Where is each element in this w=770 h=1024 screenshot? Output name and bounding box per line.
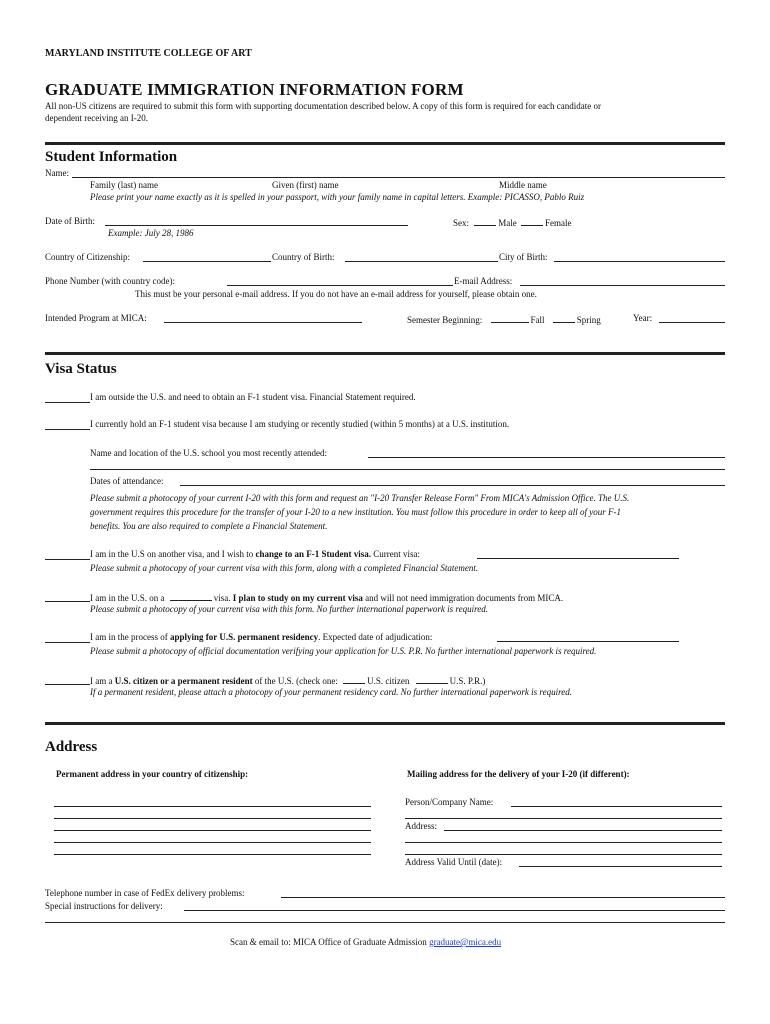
family-name-label: Family (last) name: [90, 180, 158, 190]
footer-scan-text: Scan & email to: MICA Office of Graduate Admission: [230, 937, 427, 947]
citizenship-field[interactable]: [143, 261, 271, 262]
section-divider: [45, 352, 725, 355]
dob-field[interactable]: [105, 225, 408, 226]
visa-opt5-pre: I am in the process of: [90, 632, 168, 642]
visa-opt1-checkbox[interactable]: [45, 402, 90, 403]
citizenship-label: Country of Citizenship:: [45, 252, 130, 262]
permanent-address-line[interactable]: [54, 842, 371, 843]
spring-checkbox[interactable]: [553, 313, 575, 323]
opt2-note-line2: government requires this procedure for the transfer of your I-20 to a new institution. You must follow this procedure in order to keep all of your F-1: [90, 507, 622, 517]
special-instructions-line2[interactable]: [45, 922, 725, 923]
footer-note: [230, 937, 501, 947]
dob-example: Example: July 28, 1986: [108, 228, 194, 238]
program-label: Intended Program at MICA:: [45, 313, 147, 323]
mailing-address-field-label: Address:: [405, 821, 437, 831]
semester-label: Semester Beginning:: [407, 315, 483, 325]
telephone-label: Telephone number in case of FedEx delivery problems:: [45, 888, 245, 898]
permanent-address-label: Permanent address in your country of citizenship:: [56, 769, 249, 779]
year-field[interactable]: [659, 322, 725, 323]
semester-group: [407, 313, 601, 325]
visa-opt6-bold: U.S. citizen or a permanent resident: [114, 676, 253, 686]
visa-section-heading: Visa Status: [45, 361, 117, 377]
pr-label: U.S. P.R.): [449, 676, 486, 686]
visa-opt3-bold: change to an F-1 Student visa.: [255, 549, 371, 559]
school-field[interactable]: [368, 457, 725, 458]
male-checkbox[interactable]: [474, 216, 496, 226]
visa-opt1-text: I am outside the U.S. and need to obtain an F-1 student visa. Financial Statement required.: [90, 392, 416, 402]
email-field[interactable]: [520, 285, 725, 286]
permanent-address-line[interactable]: [54, 854, 371, 855]
email-note: This must be your personal e-mail address. If you do not have an e-mail address for yourself, please obtain one.: [135, 289, 537, 299]
visa-opt2-text: I currently hold an F-1 student visa because I am studying or recently studied (within 5 months) at a U.S. institution.: [90, 419, 510, 429]
phone-field[interactable]: [227, 285, 453, 286]
mailing-address-field[interactable]: [444, 830, 722, 831]
mailing-line[interactable]: [405, 842, 722, 843]
intro-text-line2: dependent receiving an I-20.: [45, 113, 148, 123]
school-label: Name and location of the U.S. school you most recently attended:: [90, 448, 327, 458]
fall-checkbox[interactable]: [491, 313, 529, 323]
dates-field[interactable]: [180, 485, 725, 486]
footer-email-link[interactable]: graduate@mica.edu: [429, 937, 502, 947]
male-label: Male: [498, 218, 517, 228]
given-name-label: Given (first) name: [272, 180, 339, 190]
valid-until-field[interactable]: [519, 866, 722, 867]
person-label: Person/Company Name:: [405, 797, 494, 807]
section-divider: [45, 722, 725, 725]
middle-name-label: Middle name: [499, 180, 547, 190]
adjudication-date-field[interactable]: [497, 641, 679, 642]
year-label: Year:: [633, 313, 653, 323]
name-label: Name:: [45, 168, 69, 178]
permanent-address-line[interactable]: [54, 806, 371, 807]
visa-opt4-mid: visa.: [213, 593, 231, 603]
visa-opt6-mid: of the U.S. (check one:: [254, 676, 338, 686]
visa-opt4-post: and will not need immigration documents from MICA.: [365, 593, 564, 603]
opt2-note-line1: Please submit a photocopy of your current I-20 with this form and request an "I-20 Transfer Release Form" From MICA's Admission Office. The U.S.: [90, 493, 630, 503]
visa-opt6-text: [90, 674, 485, 686]
visa-opt4-checkbox[interactable]: [45, 601, 90, 602]
telephone-field[interactable]: [281, 897, 725, 898]
visa-opt5-checkbox[interactable]: [45, 642, 90, 643]
section-divider: [45, 142, 725, 145]
citizen-label: U.S. citizen: [367, 676, 410, 686]
visa-type-field[interactable]: [170, 591, 212, 601]
visa-opt4-bold: I plan to study on my current visa: [232, 593, 363, 603]
opt4-note: Please submit a photocopy of your current visa with this form. No further international paperwork is required.: [90, 604, 488, 614]
visa-opt4-pre: I am in the U.S. on a: [90, 593, 165, 603]
special-instructions-label: Special instructions for delivery:: [45, 901, 163, 911]
visa-opt3-text: [90, 549, 420, 559]
opt5-note: Please submit a photocopy of official documentation verifying your application for U.S. P.R. No further international paperwork is required.: [90, 646, 597, 656]
citizen-checkbox[interactable]: [343, 674, 365, 684]
city-birth-field[interactable]: [554, 261, 725, 262]
dob-label: Date of Birth:: [45, 216, 95, 226]
name-field[interactable]: [72, 177, 725, 178]
female-checkbox[interactable]: [521, 216, 543, 226]
program-field[interactable]: [164, 322, 362, 323]
email-label: E-mail Address:: [454, 276, 513, 286]
dates-label: Dates of attendance:: [90, 476, 164, 486]
sex-label: Sex:: [453, 218, 470, 228]
country-birth-field[interactable]: [345, 261, 498, 262]
fall-label: Fall: [530, 315, 545, 325]
female-label: Female: [545, 218, 572, 228]
visa-opt5-text: [90, 632, 432, 642]
phone-label: Phone Number (with country code):: [45, 276, 175, 286]
current-visa-field[interactable]: [477, 558, 679, 559]
visa-opt4-text: [90, 591, 563, 603]
opt6-note: If a permanent resident, please attach a photocopy of your permanent residency card. No further international paperwork is required.: [90, 687, 573, 697]
special-instructions-field[interactable]: [184, 910, 725, 911]
visa-opt5-post: . Expected date of adjudication:: [318, 632, 433, 642]
valid-until-label: Address Valid Until (date):: [405, 857, 503, 867]
pr-checkbox[interactable]: [416, 674, 448, 684]
mailing-line[interactable]: [405, 818, 722, 819]
visa-opt3-post: Current visa:: [373, 549, 420, 559]
mailing-address-label: Mailing address for the delivery of your I-20 (if different):: [407, 769, 630, 779]
mailing-line[interactable]: [405, 854, 722, 855]
intro-text-line1: All non-US citizens are required to submit this form with supporting documentation described below. A copy of this form is required for each candidate or: [45, 101, 602, 111]
city-birth-label: City of Birth:: [499, 252, 548, 262]
spring-label: Spring: [576, 315, 601, 325]
visa-opt6-pre: I am a: [90, 676, 113, 686]
visa-opt6-checkbox[interactable]: [45, 684, 90, 685]
visa-opt3-pre: I am in the U.S on another visa, and I wish to: [90, 549, 254, 559]
address-section-heading: Address: [45, 739, 98, 755]
student-section-heading: Student Information: [45, 149, 178, 165]
visa-opt3-checkbox[interactable]: [45, 559, 90, 560]
name-note: Please print your name exactly as it is spelled in your passport, with your family name in capital letters. Example: PICASSO, Pablo Ruiz: [90, 192, 585, 202]
form-title: GRADUATE IMMIGRATION INFORMATION FORM: [45, 80, 464, 99]
institution-name: MARYLAND INSTITUTE COLLEGE OF ART: [45, 48, 252, 59]
school-field-line2[interactable]: [90, 469, 725, 470]
visa-opt5-bold: applying for U.S. permanent residency: [169, 632, 319, 642]
person-field[interactable]: [511, 806, 722, 807]
country-birth-label: Country of Birth:: [272, 252, 335, 262]
opt2-note-line3: benefits. You are also required to complete a Financial Statement.: [90, 521, 328, 531]
sex-group: [453, 216, 572, 228]
opt3-note: Please submit a photocopy of your current visa with this form, along with a completed Financial Statement.: [90, 563, 479, 573]
permanent-address-line[interactable]: [54, 818, 371, 819]
permanent-address-line[interactable]: [54, 830, 371, 831]
visa-opt2-checkbox[interactable]: [45, 429, 90, 430]
